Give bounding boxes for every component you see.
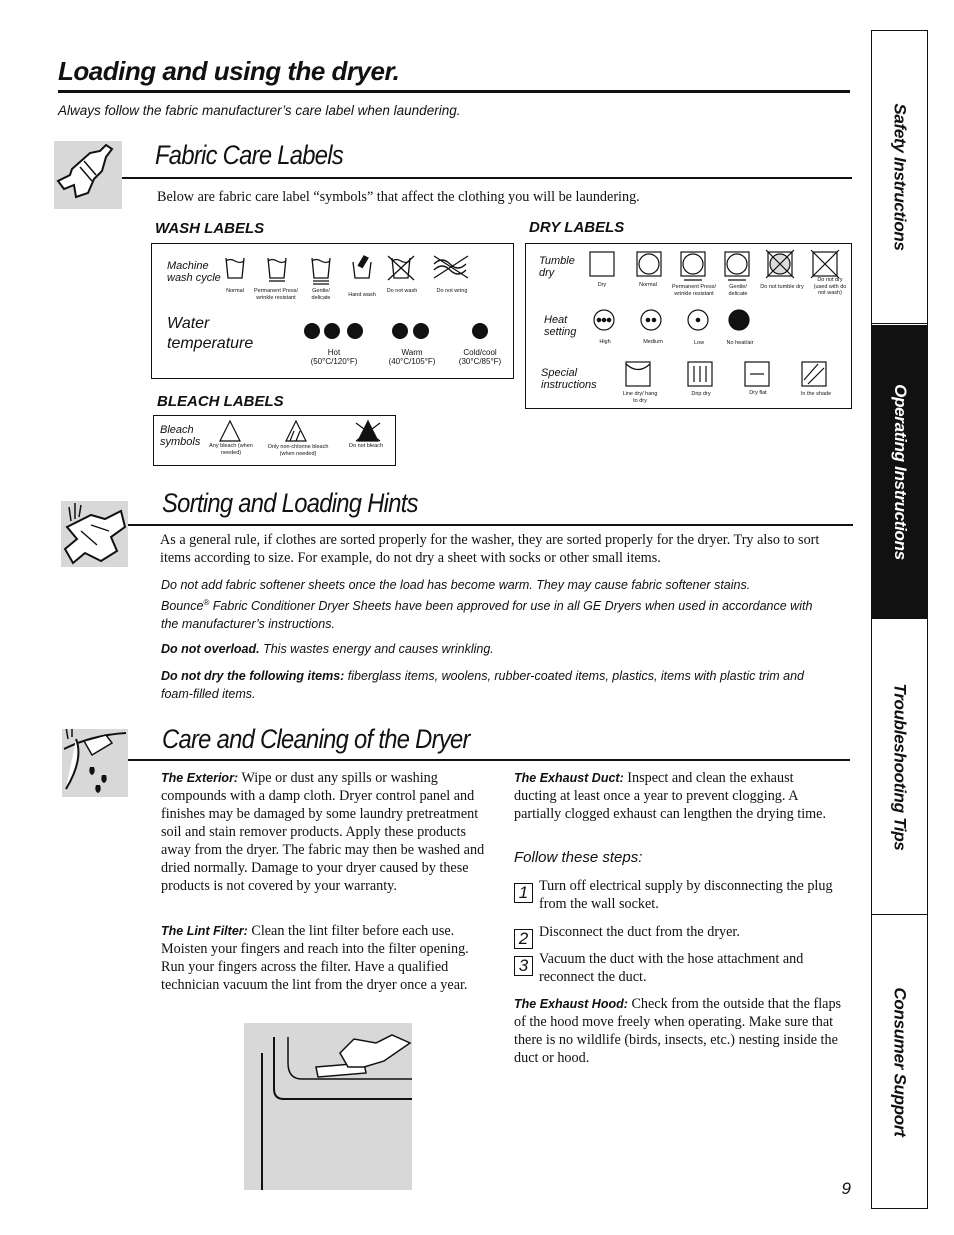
bleach-any: Any bleach (when needed)	[209, 443, 253, 456]
wash-cycle-normal: Normal	[226, 288, 244, 294]
tumble-normal: Normal	[639, 282, 657, 288]
heat-no-heat: No heat/air	[726, 340, 754, 346]
lint-filter-illustration	[244, 1023, 412, 1190]
bleach-icons	[214, 419, 394, 443]
tab-safety-instructions[interactable]: Safety Instructions	[872, 31, 927, 324]
exhaust-hood-paragraph: The Exhaust Hood: Check from the outside that the flaps of the hood move freely when operating. Make sure that there is no wildlife (birds, insects, etc.) nesting inside the duct or hood.	[514, 996, 842, 1066]
special-drip-dry: Drip dry	[691, 391, 711, 397]
tab-troubleshooting-tips[interactable]: Troubleshooting Tips	[872, 619, 927, 915]
title-rule	[58, 90, 850, 93]
heat-setting-icons	[592, 307, 752, 333]
dry-labels-box	[525, 243, 852, 409]
wash-cycle-do-not-wash: Do not wash	[386, 288, 418, 294]
cleaning-illustration	[62, 729, 128, 797]
exterior-paragraph: The Exterior: Wipe or dust any spills or washing compounds with a damp cloth. Dryer control panel and finishes may be damaged by some laundry pretreatment soil and stain remover products. Apply these products away from the dryer. The fabric may then be washed and dried normally. Damage to your dryer caused by these products is not covered by your warranty.	[161, 770, 485, 894]
bleach-labels-header: BLEACH LABELS	[157, 393, 284, 410]
page-subtitle: Always follow the fabric manufacturer’s care label when laundering.	[58, 103, 461, 118]
bleach-labels-box	[153, 415, 396, 466]
wash-labels-box	[151, 243, 514, 379]
temp-cold: Cold/cool (30°C/85°F)	[458, 348, 502, 366]
wash-cycle-icons	[222, 252, 482, 292]
section-rule	[122, 177, 852, 179]
lint-filter-paragraph: The Lint Filter: Clean the lint filter before each use. Moisten your fingers and reach into the filter opening. Run your fingers across the filter. Have a qualified technician vacuum the lint from the dryer once a year.	[161, 923, 469, 993]
wash-cycle-hand-wash: Hand wash	[348, 292, 376, 298]
tumble-do-not-tumble: Do not tumble dry	[760, 284, 804, 290]
step-3-text: Vacuum the duct with the hose attachment and reconnect the duct.	[539, 951, 804, 985]
tumble-gentle: Gentle/ delicate	[728, 284, 748, 297]
wash-cycle-do-not-wring: Do not wring	[436, 288, 468, 294]
overload-note: Do not overload. This wastes energy and causes wrinkling.	[161, 642, 494, 656]
dry-labels-header: DRY LABELS	[529, 219, 625, 236]
special-instructions-label: Special instructions	[541, 367, 597, 391]
clothes-pile-illustration	[61, 501, 128, 567]
fabric-care-intro: Below are fabric care label “symbols” that affect the clothing you will be laundering.	[157, 189, 640, 205]
step-2-number: 2	[514, 929, 533, 949]
shirt-label-illustration	[54, 141, 122, 209]
sorting-para: As a general rule, if clothes are sorted properly for the washer, they are sorted properly for the dryer. Try also to sort items according to size. For example, do not dry a sheet with socks or other small items.	[160, 532, 820, 566]
page-number: 9	[841, 1179, 851, 1198]
tumble-dry-icons	[586, 248, 846, 282]
temp-warm: Warm (40°C/105°F)	[388, 348, 436, 366]
water-temperature-dots	[300, 320, 500, 342]
page-title: Loading and using the dryer.	[58, 56, 400, 86]
wash-cycle-gentle: Gentle/ delicate	[311, 288, 331, 301]
step-3-number: 3	[514, 956, 533, 976]
heat-setting-label: Heat setting	[544, 314, 577, 338]
step-1-text: Turn off electrical supply by disconnecting the plug from the wall socket.	[539, 878, 833, 912]
step-2-text: Disconnect the duct from the dryer.	[539, 924, 740, 940]
heat-high: High	[599, 339, 611, 345]
special-in-the-shade: In the shade	[800, 391, 832, 397]
machine-wash-label: Machine wash cycle	[167, 260, 221, 284]
tab-consumer-support[interactable]: Consumer Support	[890, 987, 910, 1137]
sorting-title: Sorting and Loading Hints	[162, 488, 418, 518]
fabric-care-title: Fabric Care Labels	[155, 140, 344, 170]
wash-cycle-permanent-press: Permanent Press/ wrinkle resistant	[253, 288, 299, 301]
tumble-permanent-press: Permanent Press/ wrinkle resistant	[671, 284, 717, 297]
tumble-do-not-dry: Do not dry (used with do not wash)	[813, 277, 847, 296]
section-rule	[128, 524, 853, 526]
step-1-number: 1	[514, 883, 533, 903]
temp-hot: Hot (50°C/120°F)	[310, 348, 358, 366]
tumble-dry-label: Tumble dry	[539, 255, 575, 279]
special-instruction-icons	[622, 359, 832, 389]
water-temperature-label: Water temperature	[167, 315, 254, 352]
wash-labels-header: WASH LABELS	[155, 220, 265, 237]
softener-note: Do not add fabric softener sheets once the load has become warm. They may cause fabric softener stains. Bounce® Fabric Conditioner Dryer Sheets have been approved for use in all GE Dryers when used in accordance with the manufacturer’s instructions.	[161, 578, 813, 632]
heat-medium: Medium	[643, 339, 663, 345]
section-rule	[128, 759, 850, 761]
follow-steps-heading: Follow these steps:	[514, 849, 643, 866]
tumble-dry: Dry	[597, 282, 607, 288]
tab-operating-instructions[interactable]: Operating Instructions	[872, 325, 927, 619]
heat-low: Low	[693, 340, 705, 346]
bleach-symbols-label: Bleach symbols	[160, 424, 201, 448]
care-title: Care and Cleaning of the Dryer	[162, 724, 470, 754]
special-dry-flat: Dry flat	[749, 390, 767, 396]
do-not-dry-note: Do not dry the following items: fiberglass items, woolens, rubber-coated items, plastics, items with plastic trim and foam-filled items.	[161, 669, 804, 701]
section-tabs	[871, 30, 928, 1209]
bleach-do-not: Do not bleach	[349, 443, 383, 449]
special-line-dry: Line dry/ hang to dry	[622, 391, 658, 404]
bleach-non-chlorine: Only non-chlorine bleach (when needed)	[267, 444, 329, 457]
exhaust-duct-paragraph: The Exhaust Duct: Inspect and clean the exhaust ducting at least once a year to prevent clogging. A partially clogged exhaust can lengthen the drying time.	[514, 770, 827, 822]
